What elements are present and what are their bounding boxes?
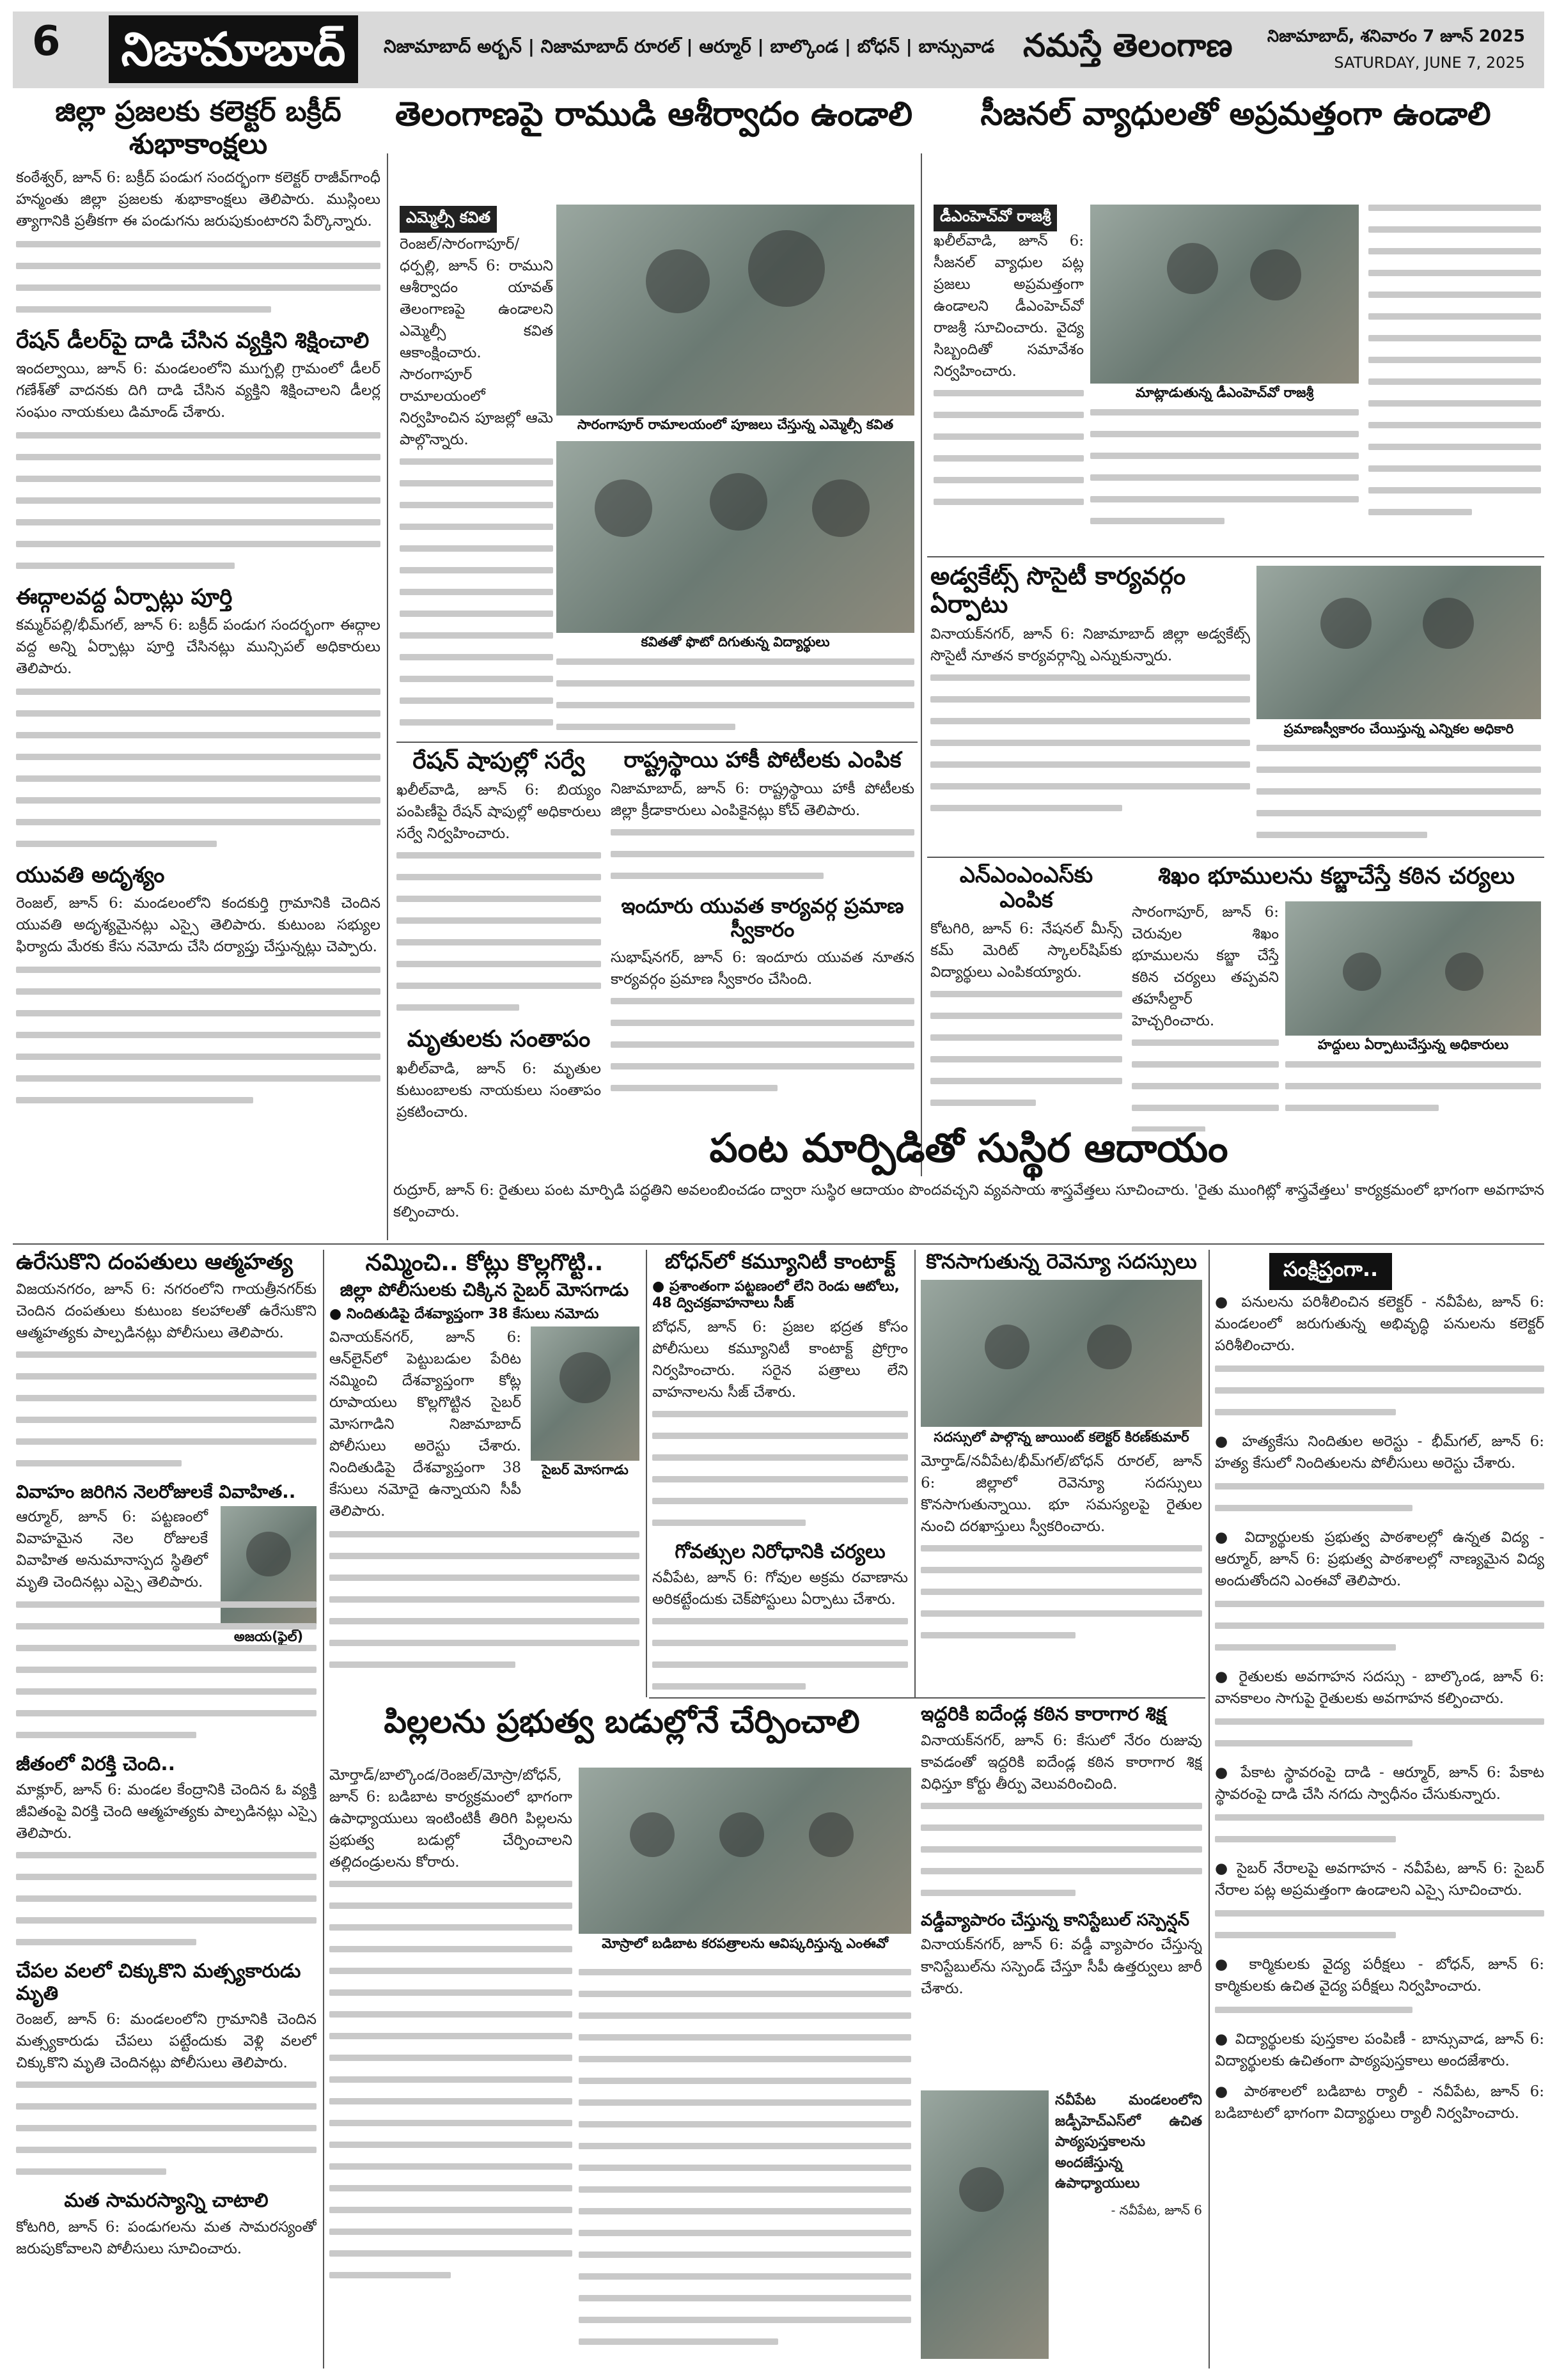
- story-body: వినాయక్‌నగర్, జూన్ 6: ఆన్‌లైన్‌లో పెట్టుబడుల పేరిట నమ్మించి దేశవ్యాప్తంగా కోట్ల రూపాయలు కొల్లగొట్టిన సైబర్ మోసగాడిని నిజామాబాద్ పోలీసులు అరెస్టు చేశారు. నిందితుడిపై దేశవ్యాప్తంగా 38 కేసులు నమోదై ఉన్నాయని సీపీ తెలిపారు.: [329, 1328, 521, 1520]
- accused-photo: [531, 1326, 639, 1461]
- masthead: [13, 12, 1544, 88]
- photo-caption: మోస్రాలో బడిబాట కరపత్రాలను ఆవిష్కరిస్తున్న ఎంఈవో: [579, 1936, 911, 1952]
- textbook-distribution-photo: [921, 2090, 1049, 2359]
- story-body: ఖలీల్‌వాడి, జూన్ 6: బియ్యం పంపిణీపై రేషన్ షాపుల్లో అధికారులు సర్వే నిర్వహించారు.: [396, 782, 601, 843]
- headline-advocates-society: అడ్వకేట్స్ సొసైటీ కార్యవర్గం ఏర్పాటు: [930, 563, 1186, 618]
- brief-item: ● హత్యకేసు నిందితుల అరెస్టు - భీమ్‌గల్, జూన్ 6: హత్య కేసులో నిందితులను పోలీసులు అరెస్టు చేశారు.: [1215, 1433, 1544, 1472]
- photo-caption: హద్దులు ఏర్పాటుచేస్తున్న అధికారులు: [1285, 1037, 1541, 1053]
- headline-rama-blessings: తెలంగాణపై రాముడి ఆశీర్వాదం ఉండాలి: [395, 96, 913, 134]
- brief-item: ● విద్యార్థులకు ప్రభుత్వ పాఠశాలల్లో ఉన్నత విద్య - ఆర్మూర్, జూన్ 6: ప్రభుత్వ పాఠశాలల్లో నాణ్యమైన విద్య అందుతోందని ఎంఈవో తెలిపారు.: [1215, 1528, 1544, 1590]
- story-divider: [649, 1697, 1205, 1699]
- section-divider: [13, 1243, 1544, 1245]
- headline-hockey-selection: రాష్ట్రస్థాయి హాకీ పోటీలకు ఎంపిక: [623, 748, 902, 773]
- brief-item: ● పేకాట స్థావరంపై దాడి - ఆర్మూర్, జూన్ 6: పేకాట స్థావరంపై దాడి చేసి నగదు స్వాధీనం చేసుకున్నారు.: [1215, 1764, 1544, 1803]
- section-title: నిజామాబాద్: [109, 15, 358, 83]
- story-tag: డీఎంహెచ్‌వో రాజశ్రీ: [934, 205, 1057, 231]
- story-body: నవీపేట, జూన్ 6: గోవుల అక్రమ రవాణాను అరికట్టేందుకు చెక్‌పోస్టులు ఏర్పాటు చేశారు.: [652, 1569, 908, 1608]
- textbook-photo-caption-block: [1055, 2090, 1202, 2359]
- land-boundary-photo: [1285, 901, 1541, 1036]
- ration-survey-story: [396, 748, 601, 1132]
- headline-crop-rotation: పంట మార్పిడితో సుస్థిర ఆదాయం: [709, 1125, 1228, 1171]
- headline-fisherman-death: చేపల వలలో చిక్కుకొని మత్స్యకారుడు మృతి: [16, 1960, 301, 2005]
- govt-school-header: [329, 1704, 914, 1768]
- story-body: విజయనగరం, జూన్ 6: నగరంలోని గాయత్రీనగర్‌కు చెందిన దంపతులు కుటుంబ కలహాలతో ఉరేసుకొని ఆత్మహత్యకు పాల్పడినట్లు పోలీసులు తెలిపారు.: [16, 1281, 317, 1342]
- edition-list: నిజామాబాద్ అర్బన్ | నిజామాబాద్ రూరల్ | ఆర్మూర్ | బాల్కొండ | బోధన్ | బాన్సువాడ: [384, 36, 995, 57]
- story-body: రెంజల్, జూన్ 6: మండలంలోని గ్రామానికి చెందిన మత్స్యకారుడు చేపలు పట్టేందుకు వెళ్లి వలలో చిక్కుకొని మృతి చెందినట్లు పోలీసులు తెలిపారు.: [16, 2011, 317, 2072]
- headline-seasonal-diseases: సీజనల్ వ్యాధులతో అప్రమత్తంగా ఉండాలి: [980, 96, 1491, 132]
- seasonal-story-continued: [1368, 205, 1541, 588]
- story-body: వినాయక్‌నగర్, జూన్ 6: నిజామాబాద్ జిల్లా అడ్వకేట్స్ సొసైటీ నూతన కార్యవర్గాన్ని ఎన్నుకున్నారు.: [930, 626, 1250, 665]
- briefs-column: [1215, 1291, 1544, 2365]
- court-and-constable-stories: [921, 1704, 1202, 2087]
- photo-caption: సదస్సులో పాల్గొన్న జాయింట్ కలెక్టర్ కిరణ్‌కుమార్: [921, 1429, 1202, 1445]
- headline-cyber-fraud: నమ్మించి.. కోట్లు కొల్లగొట్టి..: [365, 1250, 604, 1276]
- headline-life-disgust: జీతంలో విరక్తి చెంది..: [16, 1752, 176, 1775]
- subheadline-cyber-fraud: జిల్లా పోలీసులకు చిక్కిన సైబర్ మోసగాడు: [340, 1279, 629, 1301]
- school-pamphlet-photo: [579, 1768, 911, 1934]
- headline-communal-harmony: మత సామరస్యాన్ని చాటాలి: [64, 2189, 269, 2213]
- photo-caption: మాట్లాడుతున్న డీఎంహెచ్‌వో రాజశ్రీ: [1090, 385, 1359, 401]
- page-number: 6: [32, 18, 61, 65]
- land-story-text: [1132, 901, 1279, 1132]
- column-divider: [921, 153, 922, 1176]
- column-divider: [1209, 1250, 1210, 2368]
- brief-item: ● కార్మికులకు వైద్య పరీక్షలు - బోధన్, జూన్ 6: కార్మికులకు ఉచిత వైద్య పరీక్షలు నిర్వహించారు.: [1215, 1956, 1544, 1995]
- advocates-oath-photo: [1256, 566, 1541, 719]
- column-divider: [646, 1250, 647, 1697]
- seasonal-disease-header: [927, 96, 1544, 153]
- story-body: మోర్తాడ్/నవీపేట/భీమ్‌గల్/బోధన్ రూరల్, జూన్ 6: జిల్లాలో రెవెన్యూ సదస్సులు కొనసాగుతున్నాయి. భూ సమస్యలపై రైతుల నుంచి దరఖాస్తులు స్వీకరించారు.: [921, 1452, 1202, 1536]
- headline-condolences: మృతులకు సంతాపం: [407, 1026, 591, 1053]
- headline-cattle-smuggling: గోవత్సుల నిరోధానికి చర్యలు: [675, 1540, 886, 1563]
- column-divider: [387, 153, 388, 1240]
- bottom-left-stories: [16, 1250, 317, 2368]
- crop-rotation-story: [393, 1125, 1544, 1240]
- headline-ration-survey: రేషన్ షాపుల్లో సర్వే: [412, 748, 585, 774]
- photo-caption: సారంగాపూర్ రామాలయంలో పూజలు చేస్తున్న ఎమ్మెల్సీ కవిత: [556, 417, 914, 433]
- story-body: నిజామాబాద్, జూన్ 6: రాష్ట్రస్థాయి హాకీ పోటీలకు జిల్లా క్రీడాకారులు ఎంపికైనట్లు కోచ్ తెలిపారు.: [611, 781, 914, 820]
- headline-constable-suspension: వడ్డీవ్యాపారం చేస్తున్న కానిస్టేబుల్ సస్పెన్షన్: [921, 1910, 1190, 1930]
- story-divider: [396, 742, 918, 743]
- headline-rigorous-imprisonment: ఇద్దరికి ఐదేండ్ల కఠిన కారాగార శిక్ష: [921, 1704, 1166, 1725]
- photo-caption: సైబర్ మోసగాడు: [531, 1462, 639, 1478]
- revenue-sadassu-story: [921, 1250, 1202, 1697]
- kavitha-story-text: [400, 233, 553, 758]
- story-body: ఖలీల్‌వాడి, జూన్ 6: సీజనల్ వ్యాధుల పట్ల ప్రజలు అప్రమత్తంగా ఉండాలని డీఎంహెచ్‌వో రాజశ్రీ సూచించారు. వైద్య సిబ్బందితో సమావేశం నిర్వహించారు.: [934, 233, 1084, 380]
- kavitha-temple-photo: [556, 205, 914, 416]
- story-body: రెంజల్/సారంగాపూర్/ధర్పల్లి, జూన్ 6: రాముని ఆశీర్వాదం యావత్ తెలంగాణపై ఉండాలని ఎమ్మెల్సీ కవిత ఆకాంక్షించారు. సారంగాపూర్ రామాలయంలో నిర్వహించిన పూజల్లో ఆమె పాల్గొన్నారు.: [400, 236, 553, 449]
- headline-land-encroachment: శిఖం భూములను కబ్జాచేస్తే కఠిన చర్యలు: [1158, 863, 1515, 889]
- photo-caption: ప్రమాణస్వీకారం చేయిస్తున్న ఎన్నికల అధికారి: [1256, 721, 1541, 737]
- nmms-story: [930, 863, 1122, 1132]
- brief-item: ● సైబర్ నేరాలపై అవగాహన - నవీపేట, జూన్ 6: సైబర్ నేరాల పట్ల అప్రమత్తంగా ఉండాలని ఎస్సై సూచించారు.: [1215, 1860, 1544, 1899]
- story-body: మోర్తాడ్/బాల్కొండ/రెంజల్/మోస్రా/బోధన్, జూన్ 6: బడిబాట కార్యక్రమంలో భాగంగా ఉపాధ్యాయులు ఇంటింటికీ తిరిగి పిల్లలను ప్రభుత్వ బడుల్లో చేర్పించాలని తల్లిదండ్రులను కోరారు.: [329, 1767, 572, 1871]
- left-column-stories: [16, 96, 380, 1240]
- revenue-meeting-photo: [921, 1280, 1202, 1427]
- photo-caption: నవీపేట మండలంలోని జడ్పీహెచ్‌ఎస్‌లో ఉచిత పాఠ్యపుస్తకాలను అందజేస్తున్న ఉపాధ్యాయులు: [1055, 2092, 1202, 2192]
- story-bullet: ● ప్రశాంతంగా పట్టణంలో లేని రెండు ఆటోలు, 48 ద్విచక్రవాహనాలు సీజ్: [652, 1278, 900, 1312]
- dmho-meeting-photo: [1090, 205, 1359, 384]
- story-body: కమ్మర్‌పల్లి/భీమ్‌గల్, జూన్ 6: బక్రీద్ పండుగ సందర్భంగా ఈద్గాల వద్ద అన్ని ఏర్పాట్లు పూర్తి చేసినట్లు మున్సిపల్ అధికారులు తెలిపారు.: [16, 616, 380, 678]
- headline-govt-schools: పిల్లలను ప్రభుత్వ బడుల్లోనే చేర్పించాలి: [384, 1704, 860, 1740]
- photo-credit: - నవీపేట, జూన్ 6: [1111, 2202, 1202, 2218]
- brief-item: ● రైతులకు అవగాహన సదస్సు - బాల్కొండ, జూన్ 6: వానకాలం సాగుపై రైతులకు అవగాహన కల్పించారు.: [1215, 1668, 1544, 1707]
- story-divider: [927, 556, 1544, 557]
- headline-ration-dealer: రేషన్ డీలర్‌పై దాడి చేసిన వ్యక్తిని శిక్షించాలి: [16, 328, 370, 354]
- photo-caption: అజయ(ఫైల్): [221, 1629, 317, 1645]
- brief-item: ● పాఠశాలలో బడిబాట ర్యాలీ - నవీపేట, జూన్ 6: బడిబాటలో భాగంగా విద్యార్థులు ర్యాలీ నిర్వహించారు.: [1215, 2082, 1544, 2122]
- headline-community-contact: బోధన్‌లో కమ్యూనిటీ కాంటాక్ట్: [665, 1250, 895, 1273]
- brief-item: ● పనులను పరిశీలించిన కలెక్టర్ - నవీపేట, జూన్ 6: మండలంలో జరుగుతున్న అభివృద్ధి పనులను కలెక్టర్ పరిశీలించారు.: [1215, 1293, 1544, 1355]
- date-english: SATURDAY, JUNE 7, 2025: [1334, 54, 1525, 72]
- land-story-more: [1285, 1061, 1541, 1132]
- photo-caption: కవితతో ఫొటో దిగుతున్న విద్యార్థులు: [556, 634, 914, 650]
- story-body: కంఠేశ్వర్, జూన్ 6: బక్రీద్ పండుగ సందర్భంగా కలెక్టర్ రాజీవ్‌గాంధీ హన్మంతు జిల్లా ప్రజలకు శుభాకాంక్షలు తెలిపారు. ముస్లింలు త్యాగానికి ప్రతీకగా ఈ పండుగను జరుపుకుంటారని పేర్కొన్నారు.: [16, 169, 380, 230]
- story-body: మాక్లూర్, జూన్ 6: మండల కేంద్రానికి చెందిన ఓ వ్యక్తి జీవితంపై విరక్తి చెంది ఆత్మహత్యకు పాల్పడినట్లు ఎస్సై తెలిపారు.: [16, 1782, 317, 1842]
- school-story-text: [329, 1764, 572, 2365]
- story-body: బోధన్, జూన్ 6: ప్రజల భద్రత కోసం పోలీసులు కమ్యూనిటీ కాంటాక్ట్ ప్రోగ్రాం నిర్వహించారు. సరైన పత్రాలు లేని వాహనాలను సీజ్ చేశారు.: [652, 1318, 908, 1401]
- story-body: కోటగిరి, జూన్ 6: పండుగలను మత సామరస్యంతో జరుపుకోవాలని పోలీసులు సూచించారు.: [16, 2218, 317, 2257]
- headline-missing-woman: యువతి అదృశ్యం: [16, 862, 165, 889]
- story-tag: ఎమ్మెల్సీ కవిత: [400, 206, 497, 233]
- story-body: వినాయక్‌నగర్, జూన్ 6: వడ్డీ వ్యాపారం చేస్తున్న కానిస్టేబుల్‌ను సస్పెండ్ చేస్తూ సీపీ ఉత్తర్వులు జారీ చేశారు.: [921, 1936, 1202, 1997]
- advocates-story: [930, 563, 1250, 857]
- headline-revenue-sadassu: కొనసాగుతున్న రెవెన్యూ సదస్సులు: [926, 1250, 1197, 1273]
- briefs-header: సంక్షిప్తంగా..: [1269, 1253, 1392, 1290]
- seasonal-story-more: [1090, 409, 1359, 556]
- story-bullet: ● నిందితుడిపై దేశవ్యాప్తంగా 38 కేసులు నమోదు: [329, 1305, 599, 1322]
- story-body: రెంజల్, జూన్ 6: మండలంలోని కందకుర్తి గ్రామానికి చెందిన యువతి అదృశ్యమైనట్లు ఎస్సై తెలిపారు. కుటుంబ సభ్యుల ఫిర్యాదు మేరకు కేసు నమోదు చేసి దర్యాప్తు చేస్తున్నట్లు చెప్పారు.: [16, 894, 380, 955]
- students-photo: [556, 441, 914, 633]
- hockey-story: [611, 748, 914, 1106]
- headline-couple-suicide: ఉరేసుకొని దంపతులు ఆత్మహత్య: [16, 1250, 293, 1275]
- story-body: సుభాష్‌నగర్, జూన్ 6: ఇందూరు యువత నూతన కార్యవర్గం ప్రమాణ స్వీకారం చేసింది.: [611, 949, 914, 988]
- story-body: రుద్రూర్, జూన్ 6: రైతులు పంట మార్పిడి పద్ధతిని అవలంబించడం ద్వారా సుస్థిర ఆదాయం పొందవచ్చని వ్యవసాయ శాస్త్రవేత్తలు సూచించారు. 'రైతు ముంగిట్లో శాస్త్రవేత్తలు' కార్యక్రమంలో భాగంగా అవగాహన కల్పించారు.: [393, 1182, 1544, 1221]
- story-divider: [927, 857, 1544, 858]
- column-divider: [323, 1250, 324, 2368]
- headline-nmms: ఎన్ఎంఎంఎస్‌కు ఎంపిక: [959, 863, 1093, 914]
- headline-youth-oath: ఇందూరు యువత కార్యవర్గ ప్రమాణ స్వీకారం: [621, 894, 904, 942]
- column-divider: [914, 1250, 916, 1697]
- story-body: ఖలీల్‌వాడి, జూన్ 6: మృతుల కుటుంబాలకు నాయకులు సంతాపం ప్రకటించారు.: [396, 1060, 601, 1121]
- newspaper-brand: నమస్తే తెలంగాణ: [1023, 27, 1233, 64]
- story-body: సారంగాపూర్, జూన్ 6: చెరువుల శిఖం భూములను కబ్జా చేస్తే కఠిన చర్యలు తప్పవని తహసీల్దార్ హెచ్చరించారు.: [1132, 904, 1279, 1030]
- school-story-more: [579, 1969, 911, 2365]
- headline-newlywed: వివాహం జరిగిన నెలరోజులకే వివాహిత..: [16, 1481, 296, 1503]
- cyber-fraud-story: [329, 1250, 639, 1697]
- date-telugu: నిజామాబాద్, శనివారం 7 జూన్ 2025: [1267, 27, 1525, 46]
- story-body: ఆర్మూర్, జూన్ 6: పట్టణంలో వివాహమైన నెల రోజులకే వివాహిత అనుమానాస్పద స్థితిలో మృతి చెందినట్లు ఎస్సై తెలిపారు.: [16, 1509, 208, 1591]
- seasonal-story-text: [934, 230, 1084, 563]
- advocates-story-more: [1256, 745, 1541, 857]
- headline-eidgah: ఈద్గాలవద్ద ఏర్పాట్లు పూర్తి: [16, 584, 233, 611]
- headline-collector-wishes: జిల్లా ప్రజలకు కలెక్టర్ బక్రీద్ శుభాకాంక్షలు: [55, 96, 341, 160]
- brief-item: ● విద్యార్థులకు పుస్తకాల పంపిణీ - బాన్సువాడ, జూన్ 6: విద్యార్థులకు ఉచితంగా పాఠ్యపుస్తకాలు అందజేశారు.: [1215, 2030, 1544, 2069]
- story-body: కోటగిరి, జూన్ 6: నేషనల్ మీన్స్ కమ్ మెరిట్ స్కాలర్‌షిప్‌కు విద్యార్థులు ఎంపికయ్యారు.: [930, 921, 1122, 981]
- story-body: ఇందల్వాయి, జూన్ 6: మండలంలోని ముగ్పల్లి గ్రామంలో డీలర్ గణేశ్‌తో వాదనకు దిగి దాడి చేసిన వ్యక్తిని శిక్షించాలని డీలర్ల సంఘం నాయకులు డిమాండ్ చేశారు.: [16, 361, 380, 421]
- kavitha-story-continued: [556, 658, 914, 738]
- story-body: వినాయక్‌నగర్, జూన్ 6: కేసులో నేరం రుజువు కావడంతో ఇద్దరికి ఐదేండ్ల కఠిన కారాగార శిక్ష విధిస్తూ కోర్టు తీర్పు వెలువరించింది.: [921, 1732, 1202, 1793]
- kavitha-story-header: [393, 96, 914, 153]
